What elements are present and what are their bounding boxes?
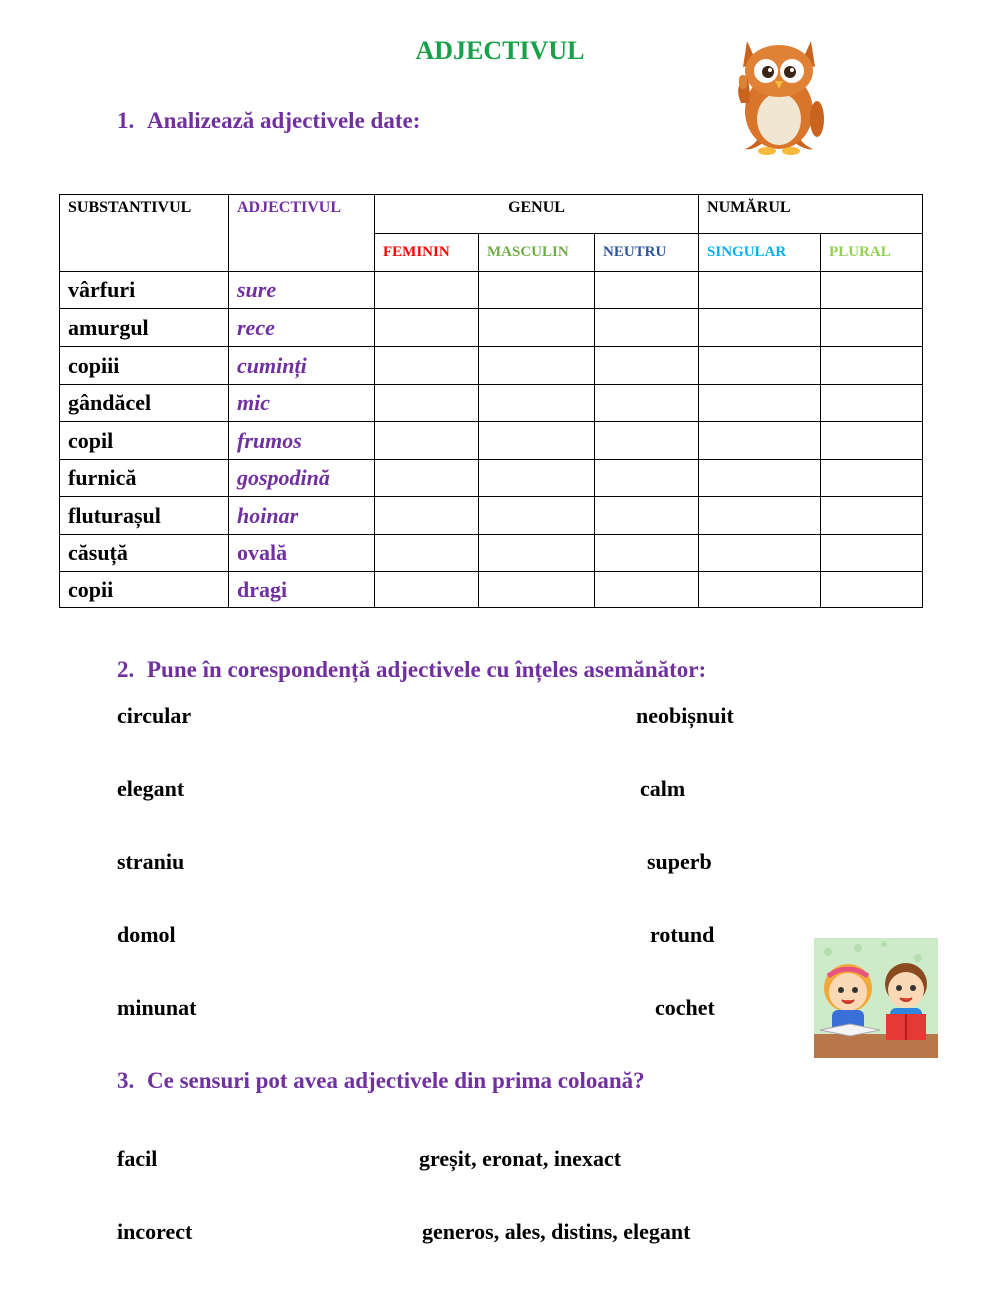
adjective-cell: gospodină — [229, 460, 375, 497]
noun-cell: furnică — [60, 460, 229, 497]
match-left-word: elegant — [117, 776, 185, 801]
match-right-word: rotund — [650, 922, 715, 947]
answer-cell[interactable] — [595, 460, 699, 497]
answer-cell[interactable] — [479, 460, 595, 497]
adjective-cell: hoinar — [229, 497, 375, 535]
header-adjectivul: ADJECTIVUL — [229, 195, 375, 272]
section2-heading-text: Pune în corespondență adjectivele cu înțeles asemănător: — [147, 657, 707, 682]
answer-cell[interactable] — [821, 460, 923, 497]
owl-illustration — [733, 33, 825, 157]
subheader-feminin: FEMININ — [375, 234, 479, 272]
section2-heading — [117, 657, 706, 683]
header-numarul: NUMĂRUL — [699, 195, 923, 234]
answer-cell[interactable] — [821, 347, 923, 385]
adjective-cell: dragi — [229, 572, 375, 608]
match-left-word: straniu — [117, 849, 185, 874]
answer-cell[interactable] — [375, 272, 479, 309]
page-title: ADJECTIVUL — [415, 36, 585, 65]
answer-cell[interactable] — [595, 422, 699, 460]
answer-cell[interactable] — [699, 309, 821, 347]
answer-cell[interactable] — [699, 460, 821, 497]
kids-reading-illustration — [814, 938, 938, 1058]
subheader-plural: PLURAL — [821, 234, 923, 272]
table-row — [60, 347, 923, 385]
answer-cell[interactable] — [375, 347, 479, 385]
adjective-cell: ovală — [229, 535, 375, 572]
header-genul: GENUL — [375, 195, 699, 234]
section3-heading — [117, 1068, 645, 1094]
match-left-word: domol — [117, 922, 176, 947]
answer-cell[interactable] — [699, 572, 821, 608]
noun-cell: copii — [60, 572, 229, 608]
adjective-cell: frumos — [229, 422, 375, 460]
answer-cell[interactable] — [821, 535, 923, 572]
section3-heading-text: Ce sensuri pot avea adjectivele din prima coloană? — [147, 1068, 645, 1093]
noun-cell: copil — [60, 422, 229, 460]
answer-cell[interactable] — [595, 347, 699, 385]
answer-cell[interactable] — [375, 535, 479, 572]
table-row — [60, 497, 923, 535]
noun-cell: fluturașul — [60, 497, 229, 535]
answer-cell[interactable] — [821, 422, 923, 460]
meaning-left-word: facil — [117, 1146, 158, 1171]
answer-cell[interactable] — [595, 309, 699, 347]
answer-cell[interactable] — [595, 497, 699, 535]
answer-cell[interactable] — [375, 460, 479, 497]
noun-cell: amurgul — [60, 309, 229, 347]
answer-cell[interactable] — [595, 535, 699, 572]
match-right-word: neobișnuit — [636, 703, 734, 728]
answer-cell[interactable] — [699, 272, 821, 309]
adjective-cell: sure — [229, 272, 375, 309]
answer-cell[interactable] — [479, 422, 595, 460]
answer-cell[interactable] — [375, 572, 479, 608]
match-right-word: cochet — [655, 995, 715, 1020]
answer-cell[interactable] — [375, 422, 479, 460]
table-row — [60, 572, 923, 608]
adjective-cell: rece — [229, 309, 375, 347]
subheader-singular: SINGULAR — [699, 234, 821, 272]
answer-cell[interactable] — [375, 385, 479, 422]
answer-cell[interactable] — [699, 385, 821, 422]
match-left-word: circular — [117, 703, 192, 728]
answer-cell[interactable] — [479, 272, 595, 309]
answer-cell[interactable] — [479, 572, 595, 608]
answer-cell[interactable] — [479, 385, 595, 422]
answer-cell[interactable] — [821, 497, 923, 535]
noun-cell: vârfuri — [60, 272, 229, 309]
answer-cell[interactable] — [699, 497, 821, 535]
meaning-left-word: incorect — [117, 1219, 193, 1244]
table-row — [60, 309, 923, 347]
match-right-word: superb — [647, 849, 712, 874]
answer-cell[interactable] — [595, 385, 699, 422]
answer-cell[interactable] — [375, 309, 479, 347]
answer-cell[interactable] — [821, 572, 923, 608]
answer-cell[interactable] — [821, 272, 923, 309]
answer-cell[interactable] — [699, 535, 821, 572]
noun-cell: copiii — [60, 347, 229, 385]
answer-cell[interactable] — [375, 497, 479, 535]
answer-cell[interactable] — [821, 385, 923, 422]
table-row — [60, 422, 923, 460]
noun-cell: gândăcel — [60, 385, 229, 422]
table-body — [60, 272, 923, 608]
section1-heading — [117, 108, 420, 134]
match-right-word: calm — [640, 776, 686, 801]
answer-cell[interactable] — [479, 347, 595, 385]
answer-cell[interactable] — [595, 572, 699, 608]
section3-number: 3. — [117, 1068, 135, 1093]
section1-number: 1. — [117, 108, 135, 133]
adjective-cell: mic — [229, 385, 375, 422]
section1-heading-text: Analizează adjectivele date: — [147, 108, 421, 133]
answer-cell[interactable] — [479, 535, 595, 572]
match-left-word: minunat — [117, 995, 197, 1020]
section2-number: 2. — [117, 657, 135, 682]
answer-cell[interactable] — [699, 347, 821, 385]
meaning-right-text: generos, ales, distins, elegant — [422, 1219, 691, 1244]
table-row — [60, 272, 923, 309]
answer-cell[interactable] — [479, 497, 595, 535]
answer-cell[interactable] — [595, 272, 699, 309]
meaning-right-text: greșit, eronat, inexact — [419, 1146, 622, 1171]
subheader-masculin: MASCULIN — [479, 234, 595, 272]
table-row — [60, 535, 923, 572]
adjective-cell: cuminți — [229, 347, 375, 385]
answer-cell[interactable] — [479, 309, 595, 347]
table-row — [60, 460, 923, 497]
answer-cell[interactable] — [699, 422, 821, 460]
noun-cell: căsuță — [60, 535, 229, 572]
answer-cell[interactable] — [821, 309, 923, 347]
header-substantivul: SUBSTANTIVUL — [60, 195, 229, 272]
table-row — [60, 385, 923, 422]
subheader-neutru: NEUTRU — [595, 234, 699, 272]
adjective-analysis-table — [59, 194, 923, 608]
